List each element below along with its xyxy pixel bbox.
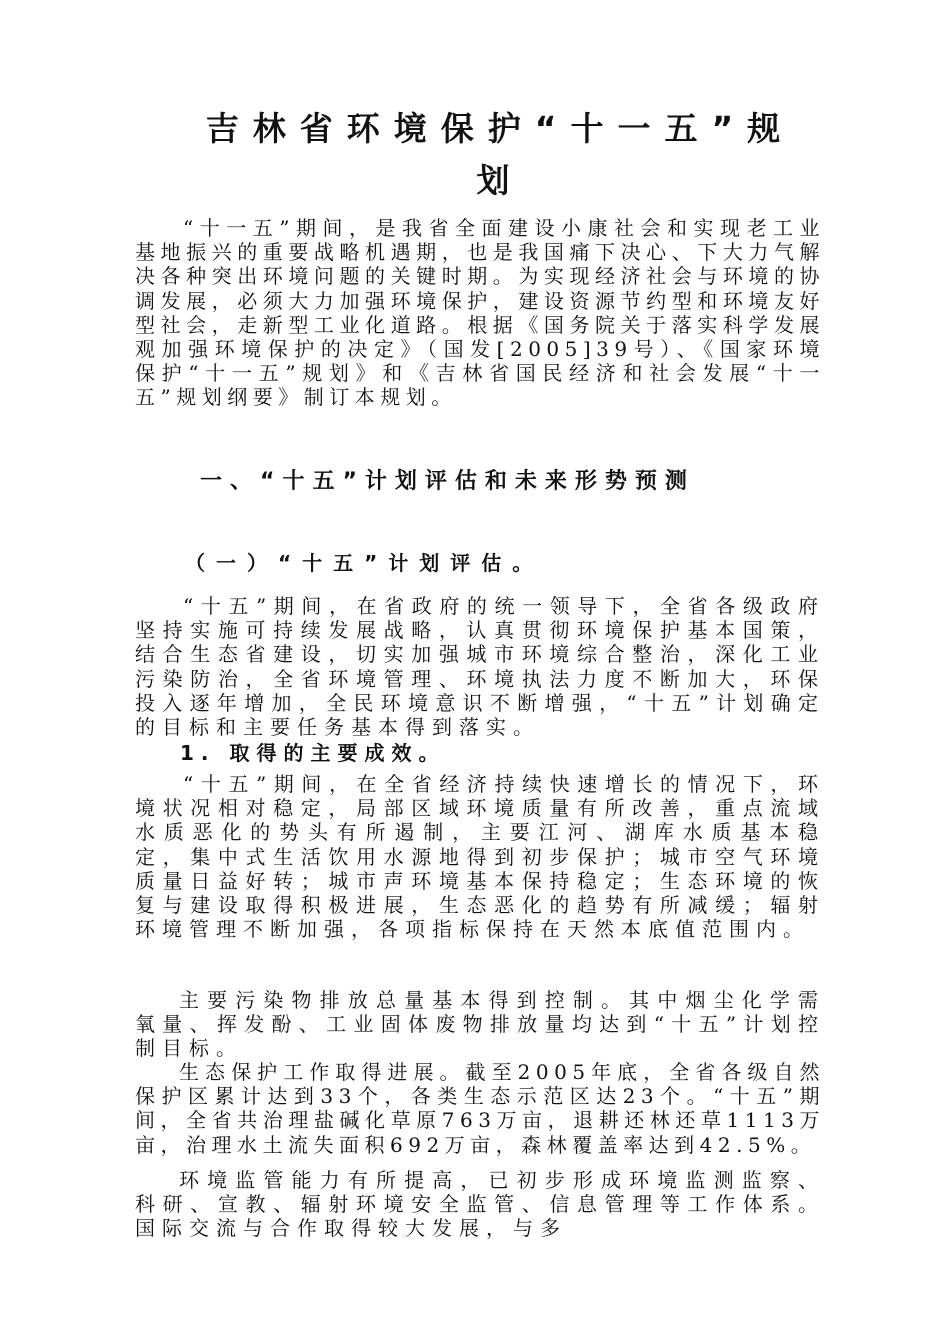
intro-paragraph: “十一五”期间，是我省全面建设小康社会和实现老工业基地振兴的重要战略机遇期，也是我国痛下决心、下大力气解决各种突出环境问题的关键时期。为实现经济社会与环境的协调发展，必须大力加强环境保护，建设资源节约型和环境友好型社会，走新型工业化道路。根据《国务院关于落实科学发展观加强环境保护的决定》（国发[2005]39号）、《国家环境保护“十一五”规划》和《吉林省国民经济和社会发展“十一五”规划纲要》制订本规划。 xyxy=(135,216,825,410)
subsection-heading-1: （一）“十五”计划评估。 xyxy=(185,551,544,575)
document-title-line-1: 吉林省环境保护“十一五”规 xyxy=(205,109,795,148)
pollutants-paragraph: 主要污染物排放总量基本得到控制。其中烟尘化学需氧量、挥发酚、工业固体废物排放量均达到“十五”计划控制目标。 xyxy=(135,988,825,1061)
monitoring-paragraph: 环境监管能力有所提高，已初步形成环境监测监察、科研、宣教、辐射环境安全监管、信息管理等工作体系。国际交流与合作取得较大发展，与多 xyxy=(135,1168,825,1241)
document-title-line-2: 划 xyxy=(476,161,524,200)
ecology-paragraph: 生态保护工作取得进展。截至2005年底，全省各级自然保护区累计达到33个，各类生态示范区达23个。“十五”期间，全省共治理盐碱化草原763万亩，退耕还林还草1113万亩，治理水土流失面积692万亩，森林覆盖率达到42.5%。 xyxy=(135,1060,825,1157)
achievements-paragraph: “十五”期间，在全省经济持续快速增长的情况下，环境状况相对稳定，局部区域环境质量有所改善，重点流域水质恶化的势头有所遏制，主要江河、湖库水质基本稳定，集中式生活饮用水源地得到初步保护；城市空气环境质量日益好转；城市声环境基本保持稳定；生态环境的恢复与建设取得积极进展，生态恶化的趋势有所减缓；辐射环境管理不断加强，各项指标保持在天然本底值范围内。 xyxy=(135,772,825,942)
section-heading-1: 一、“十五”计划评估和未来形势预测 xyxy=(200,469,695,494)
item-heading-1: 1. 取得的主要成效。 xyxy=(180,741,446,765)
evaluation-paragraph: “十五”期间，在省政府的统一领导下，全省各级政府坚持实施可持续发展战略，认真贯彻环境保护基本国策，结合生态省建设，切实加强城市环境综合整治，深化工业污染防治，全省环境管理、环境执法力度不断加大，环保投入逐年增加，全民环境意识不断增强，“十五”计划确定的目标和主要任务基本得到落实。 xyxy=(135,594,825,740)
